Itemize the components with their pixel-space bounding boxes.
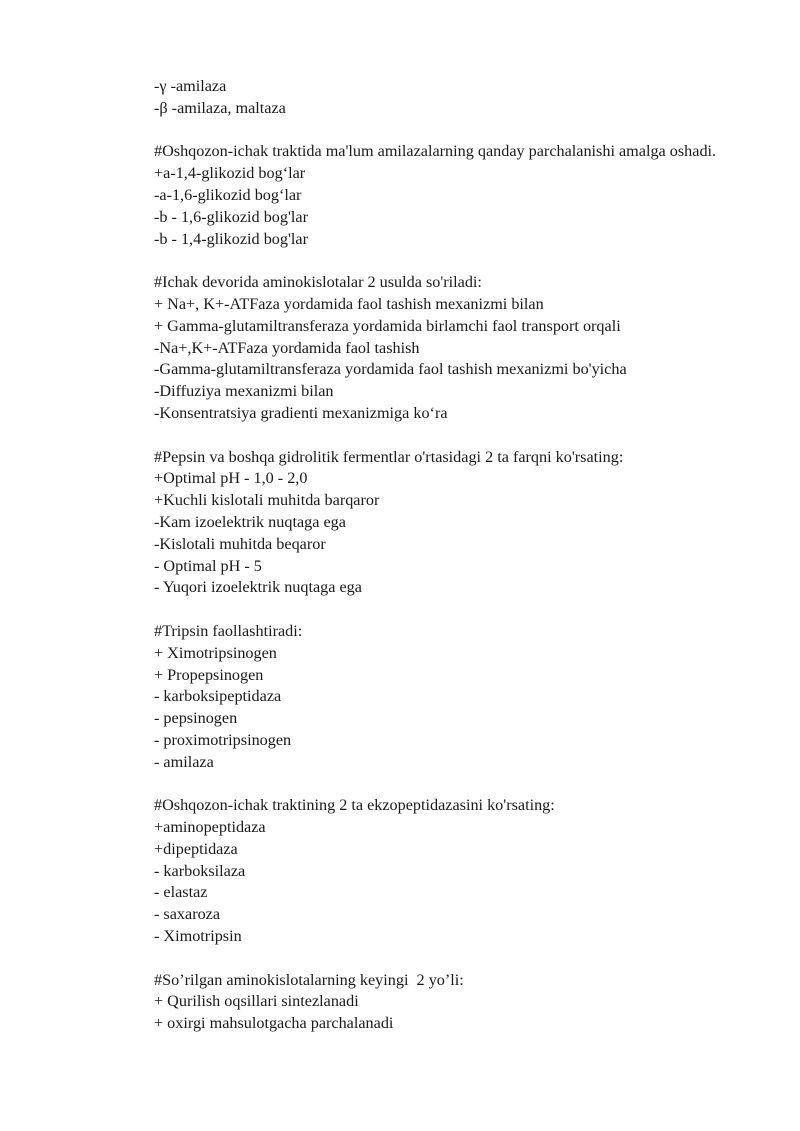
question-block: [154, 141, 746, 250]
question-block: [154, 447, 746, 600]
answer-option: -γ -amilaza: [154, 77, 227, 95]
answer-option: + Qurilish oqsillari sintezlanadi: [154, 992, 359, 1011]
document-page: [154, 76, 746, 1035]
spacer: [154, 599, 746, 621]
answer-option: -Diffuziya mexanizmi bilan: [154, 382, 334, 401]
spacer: [154, 250, 746, 272]
answer-option: +Optimal pH - 1,0 - 2,0: [154, 469, 308, 488]
answer-option: + Gamma-glutamiltransferaza yordamida birlamchi faol transport orqali: [154, 316, 621, 335]
spacer: [154, 948, 746, 970]
answer-option: - karboksilaza: [154, 861, 246, 880]
answer-option: + oxirgi mahsulotgacha parchalanadi: [154, 1014, 394, 1033]
answer-option: - proximotripsinogen: [154, 730, 292, 749]
answer-option: -Kam izoelektrik nuqtaga ega: [154, 512, 346, 531]
answer-option: -Gamma-glutamiltransferaza yordamida faol tashish mexanizmi bo'yicha: [154, 360, 627, 379]
spacer: [154, 120, 746, 142]
answer-option: +dipeptidaza: [154, 839, 238, 858]
answer-option: +Kuchli kislotali muhitda barqaror: [154, 491, 380, 510]
question-block: [154, 76, 746, 120]
spacer: [154, 774, 746, 796]
question-block: [154, 621, 746, 774]
answer-option: - amilaza: [154, 752, 214, 771]
question-block: [154, 272, 746, 425]
answer-option: -Konsentratsiya gradienti mexanizmiga ko‘ra: [154, 403, 448, 422]
answer-option: + Na+, K+-ATFaza yordamida faol tashish mexanizmi bilan: [154, 294, 544, 313]
question-text: #Oshqozon-ichak traktining 2 ta ekzopeptidazasini ko'rsating:: [154, 796, 555, 815]
answer-option: -Kislotali muhitda beqaror: [154, 534, 326, 553]
answer-option: + Ximotripsinogen: [154, 643, 277, 662]
answer-option: - Yuqori izoelektrik nuqtaga ega: [154, 578, 362, 597]
question-text: #Pepsin va boshqa gidrolitik fermentlar o'rtasidagi 2 ta farqni ko'rsating:: [154, 447, 624, 466]
question-text: #So’rilgan aminokislotalarning keyingi 2 yo’li:: [154, 970, 464, 989]
answer-option: - Optimal pH - 5: [154, 556, 262, 575]
answer-option: - karboksipeptidaza: [154, 687, 282, 706]
answer-option: - elastaz: [154, 883, 208, 902]
answer-option: -b - 1,6-glikozid bog'lar: [154, 207, 308, 226]
answer-option: - pepsinogen: [154, 709, 238, 728]
answer-option: + Propepsinogen: [154, 665, 264, 684]
question-text: #Oshqozon-ichak traktida ma'lum amilazalarning qanday parchalanishi amalga oshadi.: [154, 142, 717, 161]
question-text: #Tripsin faollashtiradi:: [154, 621, 303, 640]
answer-option: -a-1,6-glikozid bog‘lar: [154, 185, 302, 204]
answer-option: -b - 1,4-glikozid bog'lar: [154, 229, 308, 248]
question-block: [154, 970, 746, 1035]
question-text: #Ichak devorida aminokislotalar 2 usulda so'riladi:: [154, 273, 482, 292]
answer-option: +a-1,4-glikozid bog‘lar: [154, 164, 306, 183]
answer-option: -β -amilaza, maltaza: [154, 98, 286, 117]
question-block: [154, 795, 746, 948]
answer-option: - saxaroza: [154, 905, 221, 924]
answer-option: +aminopeptidaza: [154, 818, 266, 837]
answer-option: -Na+,K+-ATFaza yordamida faol tashish: [154, 338, 420, 357]
spacer: [154, 425, 746, 447]
answer-option: - Ximotripsin: [154, 927, 242, 946]
